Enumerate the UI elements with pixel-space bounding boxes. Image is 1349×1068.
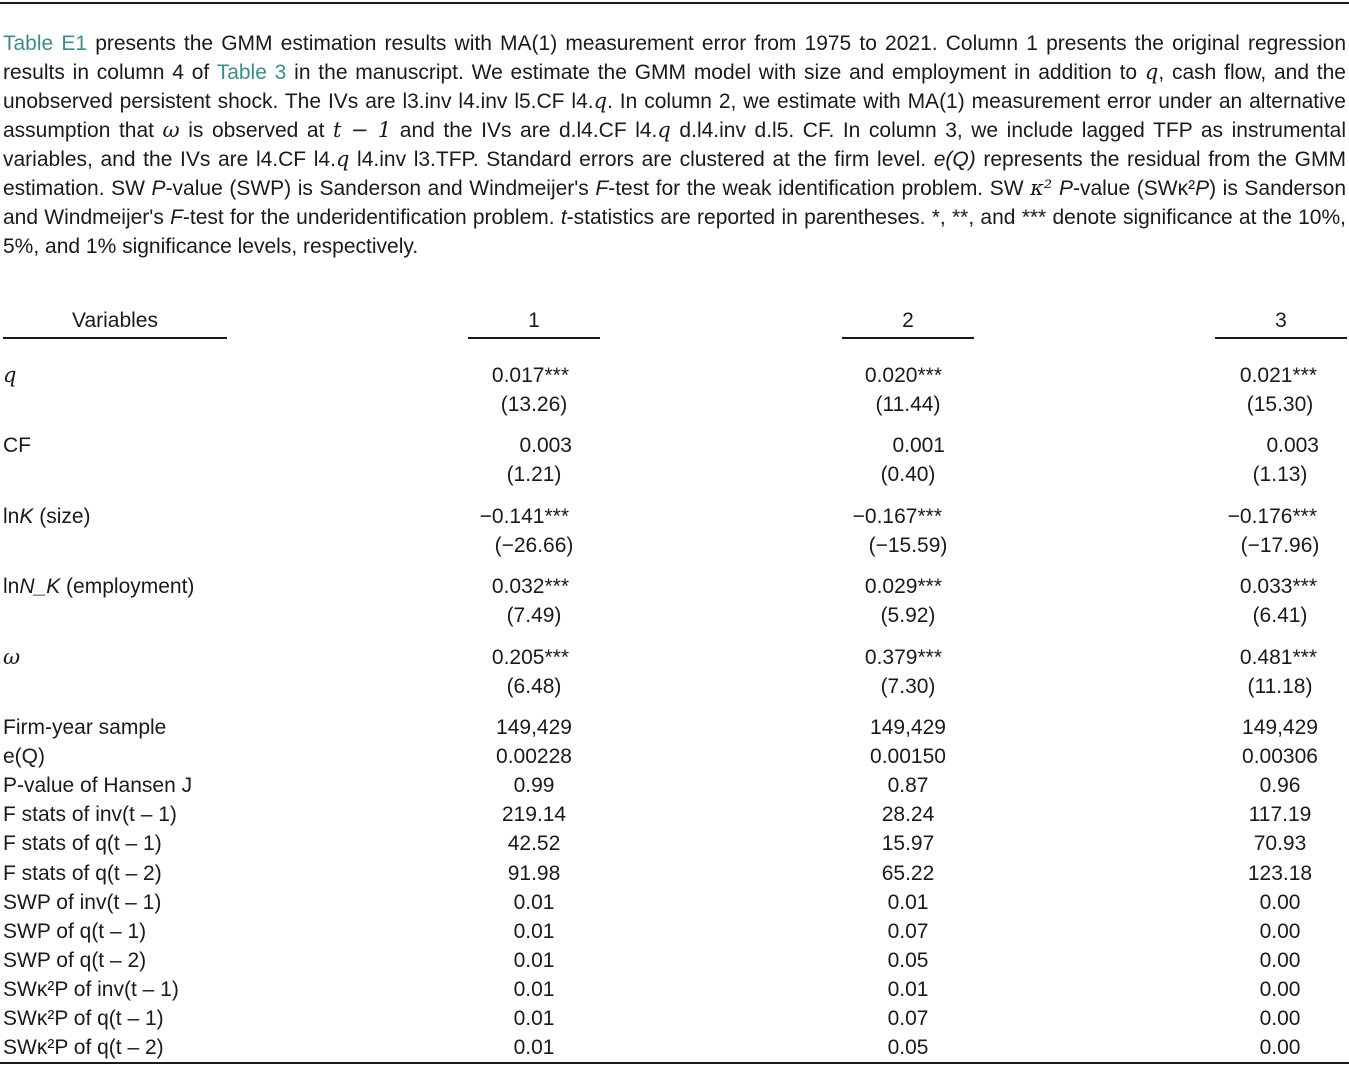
- stat-value-col2: 0.05: [887, 949, 929, 972]
- table-e1-link[interactable]: Table E1: [3, 32, 88, 55]
- stat-value-col3: 117.19: [1248, 803, 1312, 826]
- tstat-lnnk-col3: (6.41): [1252, 604, 1308, 627]
- stat-value-col2: 0.07: [887, 1007, 929, 1030]
- caption-text: . In column 2, we estimate with MA(1) measurement error under an alternative assumption that: [3, 90, 1346, 142]
- header-col-3: [1215, 309, 1347, 339]
- stat-value-col3: 0.00306: [1242, 745, 1318, 768]
- stat-value-col3: 0.00: [1259, 891, 1301, 914]
- stat-value-col3: 0.00: [1259, 949, 1301, 972]
- stat-value-col1: 0.01: [513, 891, 555, 914]
- tstat-q-col1: (13.26): [500, 393, 568, 416]
- stat-value-col3: 123.18: [1247, 862, 1313, 885]
- coef-cf-col2: 0.001: [892, 434, 945, 457]
- row-label-lnk: lnK (size): [3, 505, 91, 528]
- header-underline: [468, 337, 600, 339]
- caption-text: presents the GMM estimation results with MA(1) measurement error from 1975 to 2021. Column 1 presents the original regression results in column 4 of: [3, 32, 1346, 84]
- stat-row-label: SWP of q(t – 2): [3, 949, 147, 972]
- caption-math: P: [1195, 177, 1210, 200]
- tstat-lnk-col3: (−17.96): [1240, 534, 1320, 557]
- stat-row-label: P-value of Hansen J: [3, 774, 193, 797]
- stat-value-col3: 0.00: [1259, 920, 1301, 943]
- stat-row-label: Firm-year sample: [3, 716, 167, 739]
- stat-row-label: F stats of q(t – 2): [3, 862, 162, 885]
- caption-math: q: [657, 118, 671, 142]
- tstat-q-col2: (11.44): [875, 393, 941, 416]
- stat-value-col1: 219.14: [501, 803, 567, 826]
- stat-value-col2: 0.07: [887, 920, 929, 943]
- coef-lnk-col1: −0.141***: [479, 505, 569, 528]
- stat-value-col2: 28.24: [881, 803, 935, 826]
- stat-row-label: SWP of q(t – 1): [3, 920, 147, 943]
- caption-math: q: [593, 89, 608, 113]
- coef-omega-col2: 0.379***: [864, 646, 942, 669]
- caption-text: represents the residual from the GMM estimation. SW: [3, 148, 1346, 200]
- stat-value-col3: 0.96: [1259, 774, 1301, 797]
- coef-omega-col3: 0.481***: [1239, 646, 1317, 669]
- header-col-1: [468, 309, 600, 339]
- row-label-cf: CF: [3, 434, 31, 457]
- tstat-lnk-col2: (−15.59): [868, 534, 948, 557]
- caption-math: q: [335, 147, 350, 171]
- coef-q-col2: 0.020***: [864, 364, 942, 387]
- caption-text: l4.inv l3.TFP. Standard errors are clustered at the firm level.: [349, 148, 934, 171]
- stat-value-col3: 149,429: [1242, 716, 1318, 739]
- coef-lnk-col3: −0.176***: [1227, 505, 1317, 528]
- caption-text: ) is Sanderson and Windmeijer's: [3, 177, 1346, 229]
- stat-value-col1: 91.98: [507, 862, 561, 885]
- header-label: 3: [1275, 309, 1287, 332]
- header-label: Variables: [72, 309, 158, 332]
- header-underline: [3, 337, 227, 339]
- header-variables: [3, 309, 227, 339]
- stat-row-label: F stats of inv(t – 1): [3, 803, 177, 826]
- stat-value-col3: 0.00: [1259, 978, 1301, 1001]
- stat-value-col1: 0.01: [513, 949, 555, 972]
- stat-value-col2: 15.97: [881, 832, 935, 855]
- top-rule: [0, 2, 1349, 4]
- tstat-q-col3: (15.30): [1246, 393, 1314, 416]
- caption-text: -value (SWP) is Sanderson and Windmeijer's: [165, 177, 596, 200]
- stat-value-col1: 0.01: [513, 978, 555, 1001]
- row-label-omega: ω: [3, 645, 21, 669]
- stat-value-col1: 149,429: [496, 716, 572, 739]
- stat-value-col3: 0.00: [1259, 1036, 1301, 1059]
- stat-value-col1: 0.99: [513, 774, 555, 797]
- caption-text: -value (SWκ²: [1072, 177, 1196, 200]
- caption-math: P: [151, 177, 166, 200]
- stat-value-col1: 0.00228: [496, 745, 572, 768]
- header-underline: [1215, 337, 1347, 339]
- caption-math: F: [170, 206, 183, 229]
- tstat-lnnk-col1: (7.49): [506, 604, 562, 627]
- coef-q-col3: 0.021***: [1239, 364, 1317, 387]
- coef-q-col1: 0.017***: [491, 364, 569, 387]
- caption-text: , cash flow, and the unobserved persistent shock. The IVs are l3.inv l4.inv l5.CF l4.: [3, 61, 1346, 113]
- stat-value-col3: 0.00: [1259, 1007, 1301, 1030]
- stat-row-label: SWκ²P of inv(t – 1): [3, 978, 179, 1001]
- stat-value-col2: 0.01: [887, 891, 929, 914]
- row-label-q: q: [3, 363, 17, 387]
- caption-math: t − 1: [333, 118, 392, 142]
- caption-text: d.l4.inv d.l5. CF. In column 3, we include lagged TFP as instrumental variables, and the IVs are l4.CF l4.: [3, 119, 1347, 171]
- caption-text: [1052, 177, 1059, 200]
- tstat-cf-col2: (0.40): [880, 463, 936, 486]
- tstat-lnk-col1: (−26.66): [494, 534, 574, 557]
- caption-text: in the manuscript. We estimate the GMM model with size and employment in addition to: [286, 61, 1145, 84]
- stat-row-label: SWP of inv(t – 1): [3, 891, 162, 914]
- caption-text: -test for the underidentification problem.: [182, 206, 561, 229]
- caption-math: ω: [162, 118, 180, 142]
- tstat-lnnk-col2: (5.92): [880, 604, 936, 627]
- tstat-cf-col1: (1.21): [506, 463, 562, 486]
- coef-lnnk-col3: 0.033***: [1239, 575, 1317, 598]
- stat-value-col1: 0.01: [513, 1036, 555, 1059]
- stat-value-col1: 42.52: [507, 832, 561, 855]
- tstat-omega-col1: (6.48): [506, 675, 562, 698]
- coef-cf-col3: 0.003: [1266, 434, 1319, 457]
- stat-value-col1: 0.01: [513, 1007, 555, 1030]
- stat-value-col2: 0.01: [887, 978, 929, 1001]
- caption-math: κ²: [1030, 176, 1053, 200]
- coef-lnnk-col2: 0.029***: [864, 575, 942, 598]
- caption-math: e(Q): [933, 148, 976, 171]
- table-caption: [3, 29, 1346, 261]
- stat-value-col2: 0.00150: [870, 745, 946, 768]
- caption-text: -statistics are reported in parentheses. *, **, and *** denote significance at the 10%, 5%, and 1% significance levels, respectively.: [3, 206, 1346, 258]
- tstat-omega-col3: (11.18): [1247, 675, 1313, 698]
- tstat-cf-col3: (1.13): [1252, 463, 1308, 486]
- header-col-2: [842, 309, 974, 339]
- caption-math: P: [1058, 177, 1073, 200]
- caption-math: F: [595, 177, 609, 200]
- coef-lnnk-col1: 0.032***: [491, 575, 569, 598]
- caption-math: t: [560, 206, 567, 229]
- coef-cf-col1: 0.003: [519, 434, 572, 457]
- coef-omega-col1: 0.205***: [491, 646, 569, 669]
- table-3-link[interactable]: Table 3: [216, 61, 287, 84]
- tstat-omega-col2: (7.30): [880, 675, 936, 698]
- caption-text: -test for the weak identification problem. SW: [608, 177, 1031, 200]
- stat-row-label: F stats of q(t – 1): [3, 832, 162, 855]
- stat-row-label: SWκ²P of q(t – 1): [3, 1007, 164, 1030]
- row-label-lnnk: lnN_K (employment): [3, 575, 195, 598]
- stat-value-col3: 70.93: [1253, 832, 1307, 855]
- stat-value-col2: 65.22: [881, 862, 935, 885]
- header-underline: [842, 337, 974, 339]
- header-label: 1: [528, 309, 540, 332]
- caption-math: q: [1144, 60, 1159, 84]
- stat-row-label: e(Q): [3, 745, 45, 768]
- caption-text: is observed at: [179, 119, 333, 142]
- stat-value-col2: 0.05: [887, 1036, 929, 1059]
- stat-value-col2: 0.87: [887, 774, 929, 797]
- stat-row-label: SWκ²P of q(t – 2): [3, 1036, 164, 1059]
- stat-value-col2: 149,429: [870, 716, 946, 739]
- coef-lnk-col2: −0.167***: [852, 505, 942, 528]
- stat-value-col1: 0.01: [513, 920, 555, 943]
- caption-text: and the IVs are d.l4.CF l4.: [391, 119, 658, 142]
- header-label: 2: [902, 309, 914, 332]
- bottom-rule: [0, 1062, 1349, 1064]
